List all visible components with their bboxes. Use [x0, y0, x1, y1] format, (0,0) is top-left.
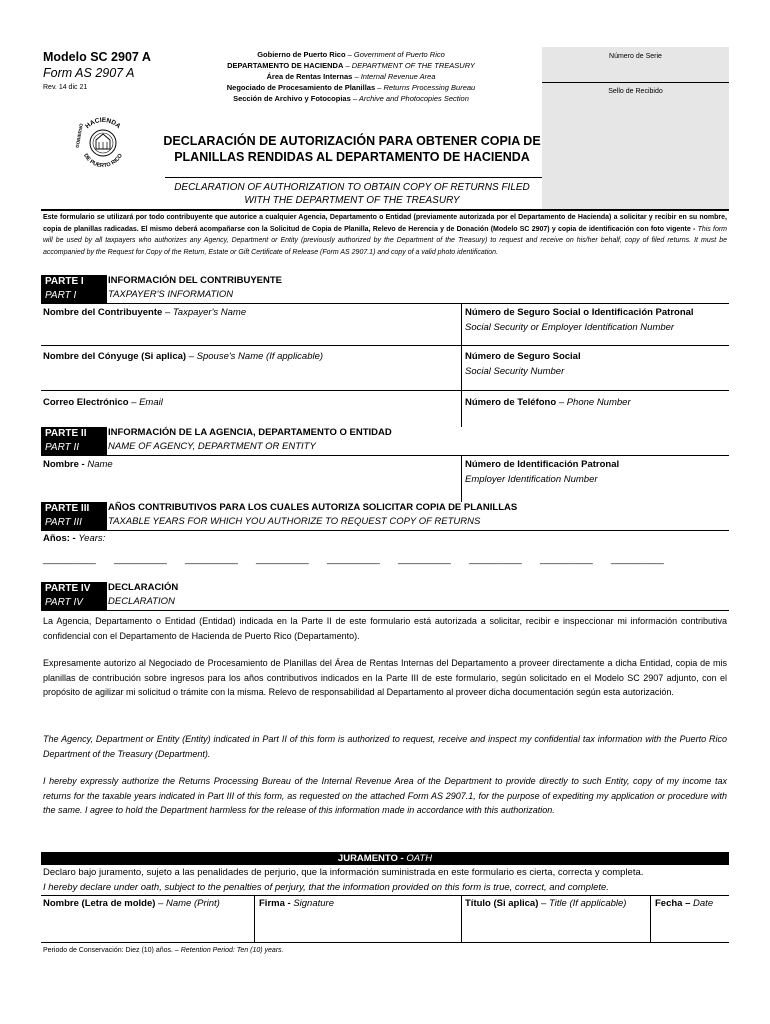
part-2-title-es: INFORMACIÓN DE LA AGENCIA, DEPARTAMENTO O ENTIDAD — [108, 427, 392, 438]
treasury-seal-icon — [70, 110, 136, 176]
tax-year-blank[interactable]: __________ — [256, 554, 309, 565]
agency-ein-field[interactable]: Número de Identificación Patronal Employer Identification Number — [465, 459, 620, 485]
part-2-title-en: NAME OF AGENCY, DEPARTMENT OR ENTITY — [108, 441, 316, 452]
part-1-header: PARTE I PART I — [41, 275, 729, 303]
form-number-es: Modelo SC 2907 A — [43, 50, 151, 64]
print-name-field[interactable]: Nombre (Letra de molde) – Name (Print) — [43, 898, 220, 909]
revision-date: Rev. 14 dic 21 — [43, 84, 88, 91]
tax-years-row — [43, 554, 683, 566]
form-title-es: DECLARACIÓN DE AUTORIZACIÓN PARA OBTENER COPIA DE PLANILLAS RENDIDAS AL DEPARTAMENTO DE HACIENDA — [163, 134, 541, 164]
title-field[interactable]: Título (Si aplica) – Title (If applicable) — [465, 898, 627, 909]
tax-year-blank[interactable]: __________ — [611, 554, 664, 565]
years-label: Años: - Years: — [43, 533, 106, 544]
part-3-title-en: TAXABLE YEARS FOR WHICH YOU AUTHORIZE TO REQUEST COPY OF RETURNS — [108, 516, 481, 527]
oath-header: JURAMENTO - OATH — [41, 852, 729, 865]
taxpayer-name-field[interactable]: Nombre del Contribuyente – Taxpayer's Name — [43, 307, 247, 318]
declaration-paragraph-1-en: The Agency, Department or Entity (Entity) indicated in Part II of this form is authorized to request, receive and inspect my confidential tax information with the Puerto Rico Department of the Treasury (Department). — [43, 734, 727, 759]
retention-period: Periodo de Conservación: Diez (10) años. – Retention Period: Ten (10) years. — [43, 947, 284, 954]
spouse-name-field[interactable]: Nombre del Cónyuge (Si aplica) – Spouse's Name (If applicable) — [43, 351, 324, 362]
phone-field[interactable]: Número de Teléfono – Phone Number — [465, 397, 631, 408]
declaration-paragraph-2-es: Expresamente autorizo al Negociado de Procesamiento de Planillas del Área de Rentas Internas del Departamento a proveer directamente a dicha Entidad, copia de mis planillas de contribución sobre ingresos para los años contributivos indicados en la Parte III de este formulario, según solicitado en el Modelo SC 2907 adjunto, con el propósito de agilizar mi solicitud o trámite con la misma. Relevo de responsabilidad al Departamento al proveer dicha documentación según esta autorización. — [43, 658, 727, 697]
agency-header: Gobierno de Puerto Rico – Government of Puerto Rico DEPARTAMENTO DE HACIENDA – DEPARTMENT OF THE TREASURY Área de Rentas Internas – Internal Revenue Area Negociado de Procesamiento de Planillas – Returns Processing Bureau Sección de Archivo y Fotocopias – Archive and Photocopies Section — [226, 50, 476, 103]
part-2-header: PARTE II PART II — [41, 427, 729, 455]
serial-number-label: Número de Serie — [609, 53, 662, 60]
tax-year-blank[interactable]: __________ — [540, 554, 593, 565]
part-4-header: PARTE IV PART IV — [41, 582, 729, 610]
part-4-title-en: DECLARATION — [108, 596, 175, 607]
tax-year-blank[interactable]: __________ — [185, 554, 238, 565]
date-field[interactable]: Fecha – Date — [655, 898, 714, 909]
part-3-title-es: AÑOS CONTRIBUTIVOS PARA LOS CUALES AUTORIZA SOLICITAR COPIA DE PLANILLAS — [108, 502, 518, 513]
tax-year-blank[interactable]: __________ — [114, 554, 167, 565]
tax-year-blank[interactable]: __________ — [469, 554, 522, 565]
part-4-title-es: DECLARACIÓN — [108, 582, 179, 593]
part-3-header: PARTE III PART III — [41, 502, 729, 530]
taxpayer-ssn-ein-field[interactable]: Número de Seguro Social o Identificación Patronal Social Security or Employer Identification Number — [465, 307, 694, 333]
svg-text:HACIENDA: HACIENDA — [84, 116, 122, 131]
agency-name-field[interactable]: Nombre - Name — [43, 459, 113, 470]
form-instructions: Este formulario se utilizará por todo contribuyente que autorice a cualquier Agencia, Departamento o Entidad (previamente autorizada por el Departamento de Hacienda) a solicitar y recibir en su nombre, copia de planillas radicadas. El mismo deberá acompañarse con la Solicitud de Copia de Planilla, Relevo de Herencia y de Donación (Modelo SC 2907) y copia de identificación con foto vigente - This form will be used by all taxpayers who authorizes any Agency, Department or Entity (previously authorized by the Department of the Treasury) to request and receive on his/her behalf, copy of filed returns. It must be accompanied by the Request for Copy of the Return, Estate or Gift Certificate of Release (Form AS 2907.1) and copy of a valid photo identification. — [43, 214, 728, 256]
part-1-title-en: TAXPAYER'S INFORMATION — [108, 289, 234, 300]
tax-year-blank[interactable]: __________ — [327, 554, 380, 565]
oath-text-es: Declaro bajo juramento, sujeto a las penalidades de perjurio, que la información suministrada en este formulario es cierta, correcta y completa. — [43, 867, 644, 878]
tax-year-blank[interactable]: __________ — [398, 554, 451, 565]
office-use-box — [542, 47, 729, 209]
part-1-title-es: INFORMACIÓN DEL CONTRIBUYENTE — [108, 275, 282, 286]
signature-field[interactable]: Firma - Signature — [259, 898, 334, 909]
received-stamp-label: Sello de Recibido — [608, 88, 663, 95]
form-number-en: Form AS 2907 A — [43, 66, 135, 80]
declaration-paragraph-2-en: I hereby expressly authorize the Returns Processing Bureau of the Internal Revenue Area of the Department to provide directly to such Entity, copy of my income tax returns for the taxable years indicated in Part III of this form, as requested on the attached Form AS 2907.1, for the purpose of expediting my application or procedure with the same. I agree to hold the Department harmless for the release of this information made in accordance with this authorization. — [43, 776, 727, 815]
svg-text:DE PUERTO RICO: DE PUERTO RICO — [82, 152, 124, 170]
svg-text:GOBIERNO: GOBIERNO — [74, 123, 84, 149]
tax-year-blank[interactable]: __________ — [43, 554, 96, 565]
spouse-ssn-field[interactable]: Número de Seguro Social Social Security Number — [465, 351, 581, 377]
declaration-paragraph-1-es: La Agencia, Departamento o Entidad (Entidad) indicada en la Parte II de este formulario está autorizada a solicitar, recibir e inspeccionar mi información contributiva confidencial con el Departamento de Hacienda de Puerto Rico (Departamento). — [43, 616, 727, 641]
oath-text-en: I hereby declare under oath, subject to the penalties of perjury, that the information provided on this form is true, correct, and complete. — [43, 882, 609, 893]
email-field[interactable]: Correo Electrónico – Email — [43, 397, 163, 408]
form-title-en: DECLARATION OF AUTHORIZATION TO OBTAIN COPY OF RETURNS FILED WITH THE DEPARTMENT OF THE TREASURY — [174, 182, 530, 206]
